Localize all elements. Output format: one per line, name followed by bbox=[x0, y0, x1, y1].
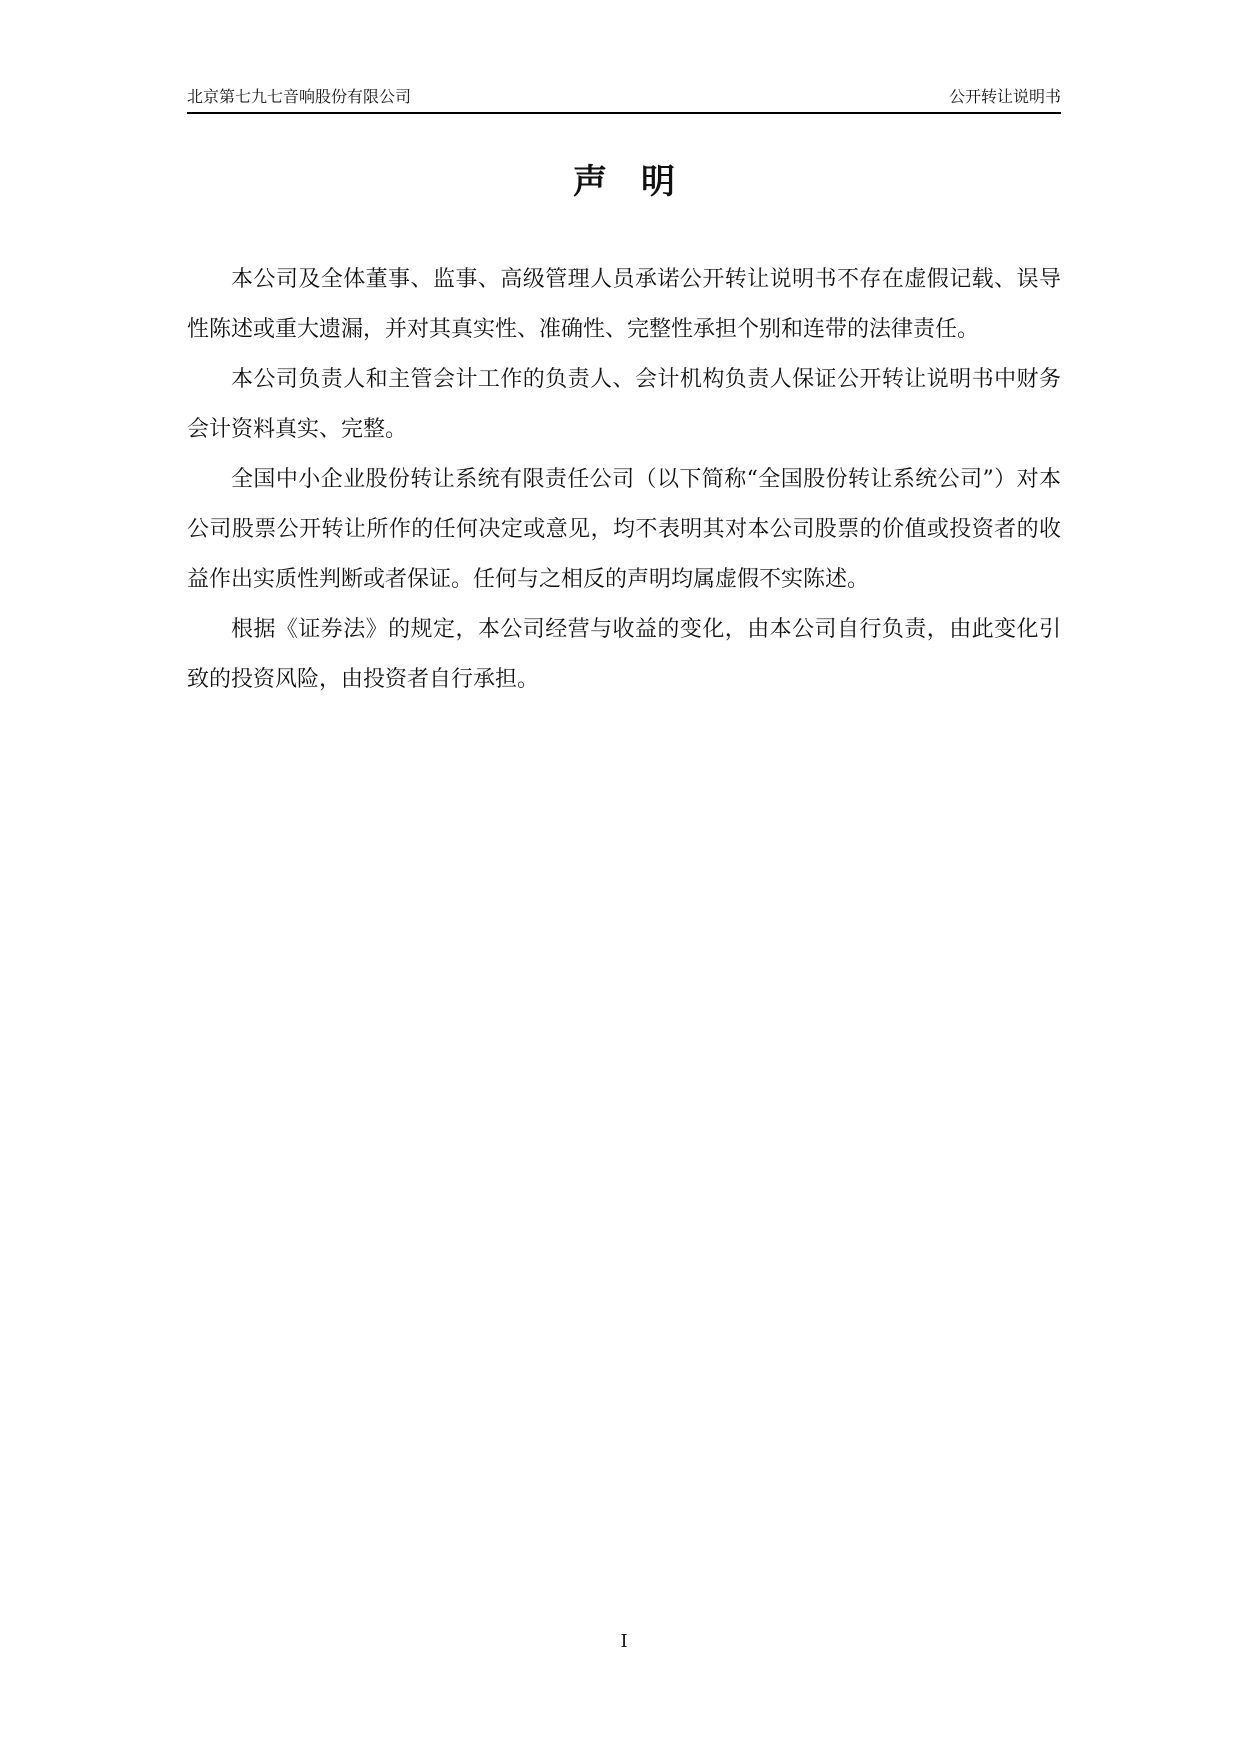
declaration-paragraph-1: 本公司及全体董事、监事、高级管理人员承诺公开转让说明书不存在虚假记载、误导性陈述或重大遗漏，并对其真实性、准确性、完整性承担个别和连带的法律责任。 bbox=[187, 267, 1061, 342]
declaration-paragraph-3: 全国中小企业股份转让系统有限责任公司（以下简称“全国股份转让系统公司”）对本公司股票公开转让所作的任何决定或意见，均不表明其对本公司股票的价值或投资者的收益作出实质性判断或者保证。任何与之相反的声明均属虚假不实陈述。 bbox=[187, 467, 1061, 592]
page-number: I bbox=[620, 1631, 628, 1652]
declaration-paragraph-4: 根据《证券法》的规定，本公司经营与收益的变化，由本公司自行负责，由此变化引致的投资风险，由投资者自行承担。 bbox=[187, 617, 1061, 692]
running-header bbox=[187, 86, 1061, 114]
header-company-name: 北京第七九七音响股份有限公司 bbox=[187, 87, 412, 106]
page-title: 声 明 bbox=[573, 162, 675, 202]
header-document-name: 公开转让说明书 bbox=[948, 87, 1061, 106]
declaration-paragraph-2: 本公司负责人和主管会计工作的负责人、会计机构负责人保证公开转让说明书中财务会计资料真实、完整。 bbox=[187, 367, 1061, 442]
declaration-body bbox=[187, 255, 1061, 705]
